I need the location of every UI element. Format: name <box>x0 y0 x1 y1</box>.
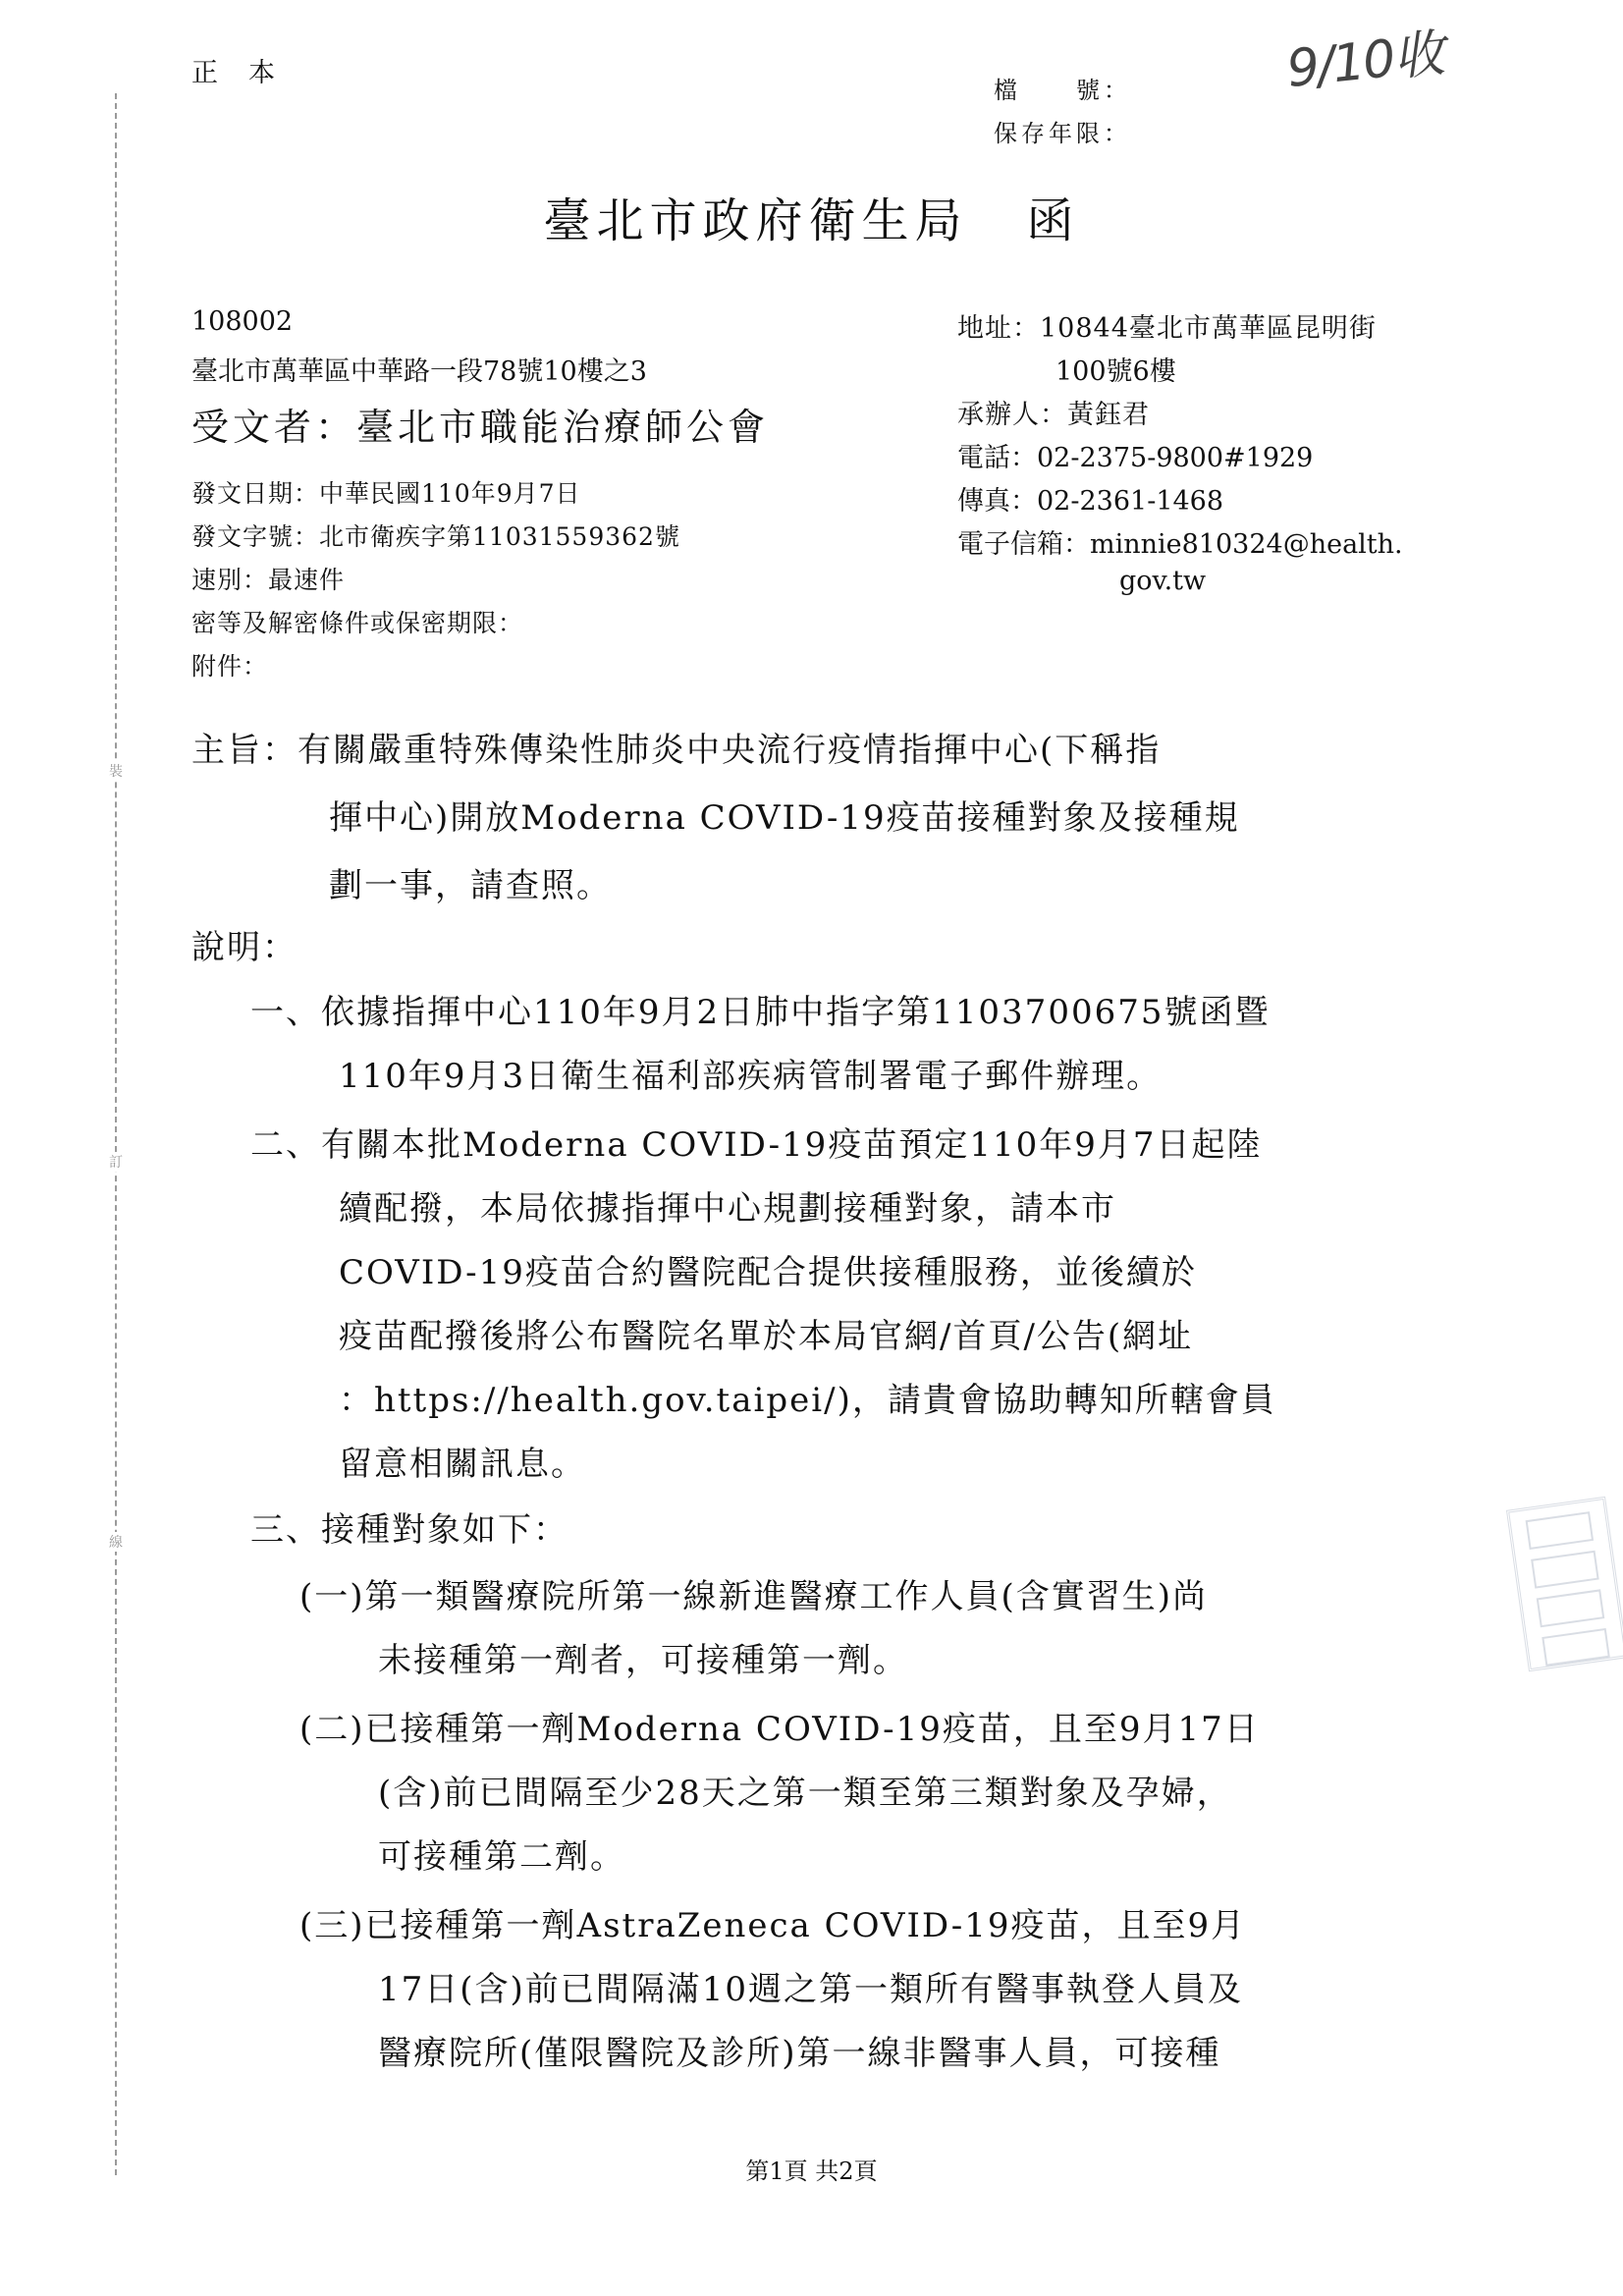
item-line: 三、接種對象如下： <box>250 1510 568 1550</box>
email-line2: gov.tw <box>1119 566 1207 596</box>
document-type: 函 <box>1026 193 1080 248</box>
binding-line <box>115 93 117 2175</box>
item-line: 留意相關訊息。 <box>339 1445 586 1484</box>
email-line1: 電子信箱：minnie810324@health. <box>957 529 1403 560</box>
attachment: 附件： <box>191 652 269 681</box>
item-line: 一、依據指揮中心110年9月2日肺中指字第1103700675號函暨 <box>250 993 1271 1032</box>
sender-address-line1: 地址：10844臺北市萬華區昆明街 <box>957 313 1377 344</box>
subject-line: 劃一事，請查照。 <box>329 866 612 905</box>
binding-mark: 訂 <box>104 1152 128 1172</box>
recipient-line: 受文者：臺北市職能治療師公會 <box>191 406 770 449</box>
delivery-speed: 速別：最速件 <box>191 566 346 594</box>
handwritten-note: 9/10收 <box>1283 24 1446 100</box>
subject-line: 主旨：有關嚴重特殊傳染性肺炎中央流行疫情指揮中心(下稱指 <box>191 731 1162 770</box>
subitem-line: 可接種第二劑。 <box>378 1837 625 1877</box>
security-level: 密等及解密條件或保密期限： <box>191 609 524 637</box>
item-line: COVID-19疫苗合約醫院配合提供接種服務，並後續於 <box>339 1253 1197 1292</box>
file-number-label: 檔 號： <box>994 77 1131 104</box>
subitem-line: 未接種第一劑者，可接種第一劑。 <box>378 1641 908 1680</box>
phone: 電話：02-2375-9800#1929 <box>957 443 1314 473</box>
item-line: 疫苗配撥後將公布醫院名單於本局官網/首頁/公告(網址 <box>339 1317 1194 1356</box>
retention-label: 保存年限： <box>994 120 1131 147</box>
subitem-line: 醫療院所(僅限醫院及診所)第一線非醫事人員，可接種 <box>378 2034 1221 2073</box>
item-line: 二、有關本批Moderna COVID-19疫苗預定110年9月7日起陸 <box>250 1125 1263 1165</box>
issuer-name: 臺北市政府衛生局 <box>543 193 968 248</box>
subitem-line: 17日(含)前已間隔滿10週之第一類所有醫事執登人員及 <box>378 1970 1244 2009</box>
page-title <box>0 183 1623 250</box>
issue-date: 發文日期：中華民國110年9月7日 <box>191 479 581 508</box>
subitem-line: (含)前已間隔至少28天之第一類至第三類對象及孕婦， <box>378 1774 1232 1813</box>
receipt-stamp <box>1506 1497 1623 1672</box>
copy-label: 正 本 <box>191 58 277 88</box>
recipient-address: 臺北市萬華區中華路一段78號10樓之3 <box>191 356 647 387</box>
subitem-line: (一)第一類醫療院所第一線新進醫療工作人員(含實習生)尚 <box>299 1577 1209 1616</box>
sender-address-line2: 100號6樓 <box>1055 356 1176 387</box>
explanation-label: 說明： <box>191 928 298 967</box>
item-line: ：https://health.gov.taipei/)，請貴會協助轉知所轄會員 <box>339 1381 1276 1420</box>
item-line: 110年9月3日衛生福利部疾病管制署電子郵件辦理。 <box>339 1057 1163 1096</box>
subitem-line: (二)已接種第一劑Moderna COVID-19疫苗，且至9月17日 <box>299 1710 1260 1749</box>
page-footer: 第1頁 共2頁 <box>745 2158 878 2185</box>
binding-mark: 線 <box>104 1532 128 1552</box>
contact-person: 承辦人：黃鈺君 <box>957 400 1150 430</box>
document-number: 發文字號：北市衛疾字第11031559362號 <box>191 522 680 551</box>
postal-code: 108002 <box>191 306 294 337</box>
item-line: 續配撥，本局依據指揮中心規劃接種對象，請本市 <box>339 1189 1116 1229</box>
subject-line: 揮中心)開放Moderna COVID-19疫苗接種對象及接種規 <box>329 798 1240 838</box>
binding-mark: 裝 <box>104 761 128 781</box>
subitem-line: (三)已接種第一劑AstraZeneca COVID-19疫苗，且至9月 <box>299 1906 1247 1945</box>
fax: 傳真：02-2361-1468 <box>957 486 1224 517</box>
